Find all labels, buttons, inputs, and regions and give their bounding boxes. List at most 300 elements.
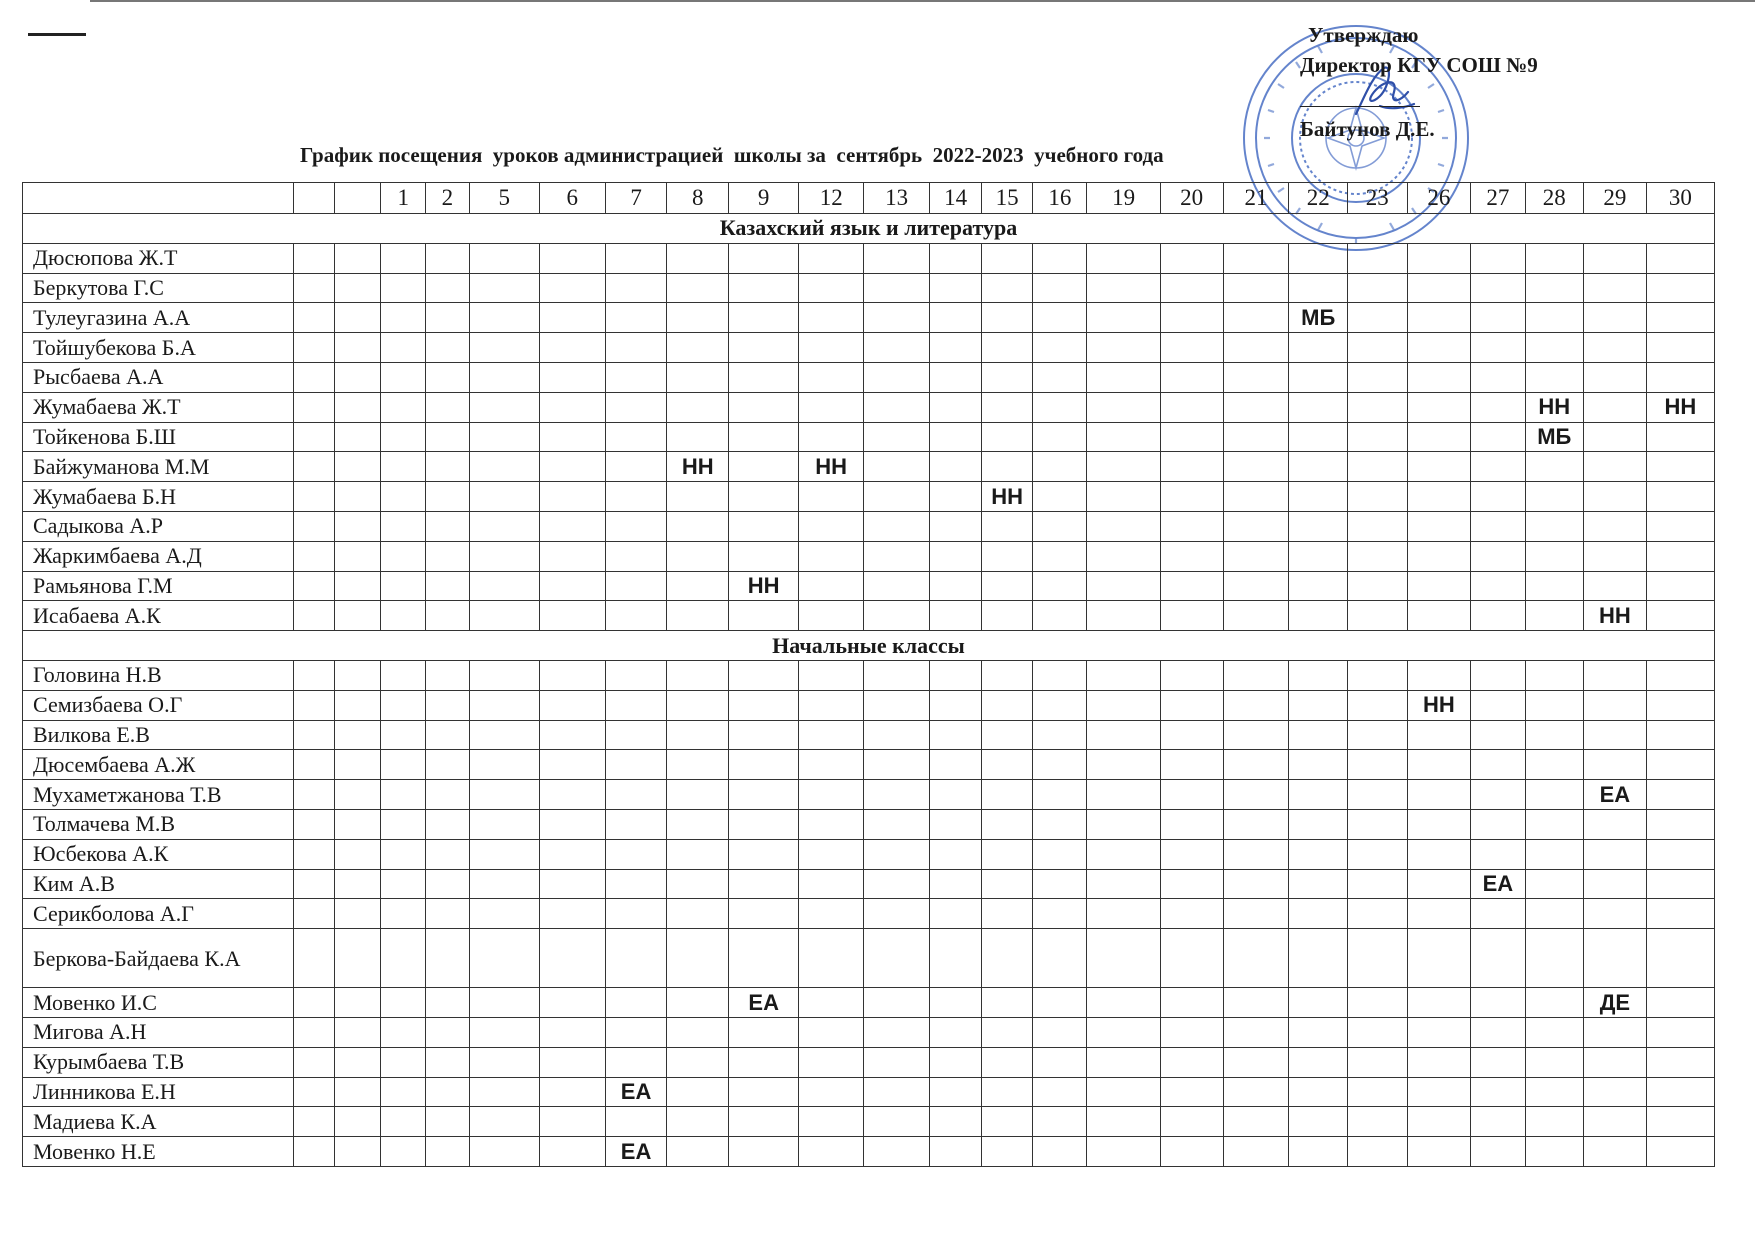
day-cell (469, 422, 539, 452)
day-cell (1087, 660, 1160, 690)
day-cell (294, 392, 334, 422)
teacher-name: Жумабаева Ж.Т (23, 392, 294, 422)
day-cell (982, 809, 1033, 839)
day-cell (1087, 869, 1160, 899)
day-cell (729, 869, 799, 899)
day-cell (729, 303, 799, 333)
day-cell (1471, 809, 1525, 839)
day-cell (426, 988, 470, 1018)
teacher-name: Садыкова А.Р (23, 511, 294, 541)
day-cell (294, 988, 334, 1018)
day-cell (539, 988, 605, 1018)
day-cell (1223, 809, 1289, 839)
visit-mark: ЕА (1584, 780, 1647, 810)
day-cell (864, 243, 930, 273)
day-cell (1223, 899, 1289, 929)
day-cell (799, 839, 864, 869)
day-cell (1471, 839, 1525, 869)
day-cell (294, 333, 334, 363)
visit-schedule-table (22, 182, 1715, 1167)
day-cell (667, 690, 729, 720)
day-cell (426, 362, 470, 392)
day-cell (1087, 750, 1160, 780)
day-cell (1407, 511, 1471, 541)
day-cell (1289, 392, 1347, 422)
day-cell (1087, 511, 1160, 541)
teacher-name: Мигова А.Н (23, 1017, 294, 1047)
day-cell (605, 243, 667, 273)
day-cell (469, 601, 539, 631)
day-cell (799, 243, 864, 273)
day-cell (469, 1017, 539, 1047)
teacher-name: Юсбекова А.К (23, 839, 294, 869)
day-cell (930, 1077, 982, 1107)
day-header-cell: 8 (667, 183, 729, 214)
day-cell (605, 1017, 667, 1047)
day-cell (1087, 333, 1160, 363)
day-cell (1584, 1017, 1647, 1047)
day-cell (1347, 988, 1407, 1018)
teacher-name: Мухаметжанова Т.В (23, 780, 294, 810)
day-cell (605, 392, 667, 422)
day-cell (539, 392, 605, 422)
day-cell (930, 690, 982, 720)
day-header-cell: 1 (381, 183, 426, 214)
teacher-row (23, 601, 1715, 631)
day-cell (982, 780, 1033, 810)
day-cell (799, 571, 864, 601)
day-cell (667, 1077, 729, 1107)
day-cell (539, 780, 605, 810)
day-cell (381, 899, 426, 929)
day-cell (930, 452, 982, 482)
day-cell (1289, 273, 1347, 303)
teacher-name: Беркова-Байдаева К.А (23, 929, 294, 988)
day-cell (1471, 899, 1525, 929)
day-cell (1471, 988, 1525, 1018)
day-cell (799, 1047, 864, 1077)
day-cell (294, 422, 334, 452)
day-cell (426, 422, 470, 452)
day-cell (381, 333, 426, 363)
day-cell (1160, 809, 1223, 839)
day-cell (1347, 511, 1407, 541)
day-cell (426, 660, 470, 690)
day-cell (1471, 660, 1525, 690)
day-cell (334, 333, 381, 363)
day-cell (930, 273, 982, 303)
day-cell (1584, 660, 1647, 690)
day-cell (334, 929, 381, 988)
day-cell (982, 1047, 1033, 1077)
day-cell (1033, 601, 1087, 631)
day-cell (864, 750, 930, 780)
day-cell (1525, 1077, 1583, 1107)
day-cell (667, 541, 729, 571)
day-cell (334, 1107, 381, 1137)
day-cell (1160, 541, 1223, 571)
day-cell (605, 690, 667, 720)
approval-block (1300, 20, 1538, 144)
day-cell (982, 1107, 1033, 1137)
day-cell (539, 511, 605, 541)
day-cell (539, 452, 605, 482)
day-cell (1584, 243, 1647, 273)
day-cell (864, 660, 930, 690)
day-cell (1646, 601, 1714, 631)
teacher-name: Жумабаева Б.Н (23, 482, 294, 512)
day-cell (1223, 690, 1289, 720)
day-cell (1289, 571, 1347, 601)
day-cell (729, 1137, 799, 1167)
day-cell (982, 988, 1033, 1018)
day-cell (426, 511, 470, 541)
visit-mark: ЕА (605, 1077, 667, 1107)
day-cell (1471, 1077, 1525, 1107)
day-cell (1471, 571, 1525, 601)
day-cell (1087, 541, 1160, 571)
day-cell (1525, 362, 1583, 392)
day-cell (729, 690, 799, 720)
day-cell (1525, 690, 1583, 720)
day-cell (982, 243, 1033, 273)
visit-mark: МБ (1289, 303, 1347, 333)
day-cell (1646, 780, 1714, 810)
teacher-row (23, 869, 1715, 899)
day-cell (1347, 780, 1407, 810)
day-cell (426, 1137, 470, 1167)
day-cell (605, 452, 667, 482)
day-cell (1160, 362, 1223, 392)
day-cell (539, 929, 605, 988)
day-cell (1584, 392, 1647, 422)
day-header-cell: 30 (1646, 183, 1714, 214)
day-cell (1407, 1137, 1471, 1167)
day-cell (1033, 988, 1087, 1018)
day-cell (1033, 929, 1087, 988)
day-cell (729, 422, 799, 452)
teacher-row (23, 1017, 1715, 1047)
day-cell (864, 1107, 930, 1137)
day-cell (667, 869, 729, 899)
day-cell (1223, 541, 1289, 571)
day-cell (605, 303, 667, 333)
day-cell (729, 273, 799, 303)
day-cell (1471, 452, 1525, 482)
day-cell (381, 720, 426, 750)
day-cell (426, 1077, 470, 1107)
day-cell (1033, 362, 1087, 392)
day-cell (1584, 1137, 1647, 1167)
day-cell (1646, 869, 1714, 899)
day-cell (1223, 303, 1289, 333)
day-cell (864, 452, 930, 482)
day-cell (469, 482, 539, 512)
day-cell (982, 392, 1033, 422)
day-header-cell: 22 (1289, 183, 1347, 214)
day-cell (1471, 482, 1525, 512)
day-cell (1347, 1017, 1407, 1047)
teacher-name: Головина Н.В (23, 660, 294, 690)
day-cell (1347, 571, 1407, 601)
day-cell (1471, 511, 1525, 541)
day-cell (1033, 482, 1087, 512)
day-cell (1646, 988, 1714, 1018)
day-cell (605, 333, 667, 363)
day-cell (1160, 511, 1223, 541)
day-cell (1289, 988, 1347, 1018)
day-cell (1160, 1077, 1223, 1107)
day-cell (982, 690, 1033, 720)
day-cell (1584, 303, 1647, 333)
day-cell (1033, 780, 1087, 810)
day-cell (864, 809, 930, 839)
day-cell (864, 333, 930, 363)
day-cell (539, 482, 605, 512)
day-cell (930, 750, 982, 780)
day-cell (864, 1137, 930, 1167)
day-cell (1407, 1077, 1471, 1107)
day-header-cell: 5 (469, 183, 539, 214)
day-cell (1646, 809, 1714, 839)
day-cell (1407, 720, 1471, 750)
day-cell (864, 541, 930, 571)
day-cell (1525, 809, 1583, 839)
day-cell (799, 511, 864, 541)
day-cell (799, 422, 864, 452)
teacher-name: Курымбаева Т.В (23, 1047, 294, 1077)
day-cell (1223, 660, 1289, 690)
day-cell (334, 780, 381, 810)
day-cell (1289, 452, 1347, 482)
day-cell (864, 482, 930, 512)
day-cell (1087, 988, 1160, 1018)
day-cell (1223, 571, 1289, 601)
day-cell (426, 571, 470, 601)
day-cell (1033, 452, 1087, 482)
corner-mark (28, 33, 86, 36)
day-cell (1289, 899, 1347, 929)
day-cell (469, 869, 539, 899)
visit-mark: НН (982, 482, 1033, 512)
day-cell (1646, 839, 1714, 869)
day-cell (1407, 839, 1471, 869)
day-cell (1584, 720, 1647, 750)
day-cell (729, 243, 799, 273)
day-cell (1584, 750, 1647, 780)
day-cell (982, 571, 1033, 601)
day-cell (1471, 392, 1525, 422)
day-cell (1223, 452, 1289, 482)
day-cell (1646, 899, 1714, 929)
day-cell (799, 929, 864, 988)
day-cell (1347, 1137, 1407, 1167)
day-cell (1347, 243, 1407, 273)
day-cell (605, 809, 667, 839)
teacher-row (23, 690, 1715, 720)
teacher-name: Дюсембаева А.Ж (23, 750, 294, 780)
day-cell (1223, 1107, 1289, 1137)
day-cell (294, 660, 334, 690)
day-cell (1160, 601, 1223, 631)
day-cell (1646, 362, 1714, 392)
day-cell (1347, 899, 1407, 929)
day-cell (1407, 1047, 1471, 1077)
day-cell (1525, 929, 1583, 988)
day-cell (1223, 1077, 1289, 1107)
day-cell (1407, 988, 1471, 1018)
teacher-row (23, 929, 1715, 988)
day-cell (1289, 929, 1347, 988)
day-cell (864, 1017, 930, 1047)
day-cell (334, 988, 381, 1018)
day-cell (864, 869, 930, 899)
day-cell (1289, 690, 1347, 720)
day-cell (667, 422, 729, 452)
day-cell (1160, 750, 1223, 780)
day-cell (1289, 720, 1347, 750)
day-cell (381, 660, 426, 690)
day-cell (469, 929, 539, 988)
day-cell (1584, 333, 1647, 363)
day-cell (1087, 392, 1160, 422)
day-cell (1160, 690, 1223, 720)
section-row (23, 214, 1715, 244)
teacher-name: Дюсюпова Ж.Т (23, 243, 294, 273)
day-cell (1646, 1137, 1714, 1167)
day-cell (1347, 869, 1407, 899)
day-cell (539, 1137, 605, 1167)
day-header-cell: 26 (1407, 183, 1471, 214)
day-cell (1525, 660, 1583, 690)
day-cell (1525, 988, 1583, 1018)
day-cell (729, 482, 799, 512)
day-cell (1646, 929, 1714, 988)
day-header-cell: 29 (1584, 183, 1647, 214)
teacher-name: Толмачева М.В (23, 809, 294, 839)
day-cell (605, 899, 667, 929)
day-cell (1525, 571, 1583, 601)
signature-line (1300, 80, 1538, 114)
day-cell (1347, 839, 1407, 869)
day-cell (864, 511, 930, 541)
teacher-name: Мовенко И.С (23, 988, 294, 1018)
day-cell (469, 303, 539, 333)
day-cell (667, 571, 729, 601)
day-cell (1033, 422, 1087, 452)
teacher-name: Жаркимбаева А.Д (23, 541, 294, 571)
day-cell (982, 720, 1033, 750)
day-cell (982, 1137, 1033, 1167)
section-title: Начальные классы (23, 631, 1715, 661)
teacher-row (23, 1077, 1715, 1107)
day-cell (1407, 482, 1471, 512)
day-cell (1525, 452, 1583, 482)
day-cell (539, 422, 605, 452)
day-cell (294, 1107, 334, 1137)
day-cell (864, 601, 930, 631)
day-cell (1087, 482, 1160, 512)
day-cell (294, 1137, 334, 1167)
day-cell (1471, 720, 1525, 750)
day-cell (729, 720, 799, 750)
day-cell (1347, 273, 1407, 303)
visit-mark: МБ (1525, 422, 1583, 452)
day-cell (294, 869, 334, 899)
day-cell (1087, 839, 1160, 869)
day-cell (1223, 720, 1289, 750)
day-cell (1033, 571, 1087, 601)
day-cell (334, 541, 381, 571)
day-cell (930, 899, 982, 929)
day-cell (605, 750, 667, 780)
day-cell (667, 1107, 729, 1137)
section-row (23, 631, 1715, 661)
day-cell (930, 541, 982, 571)
day-cell (930, 422, 982, 452)
day-cell (1471, 690, 1525, 720)
day-cell (1160, 839, 1223, 869)
day-cell (1407, 660, 1471, 690)
day-cell (667, 720, 729, 750)
day-cell (982, 541, 1033, 571)
teacher-row (23, 750, 1715, 780)
day-cell (426, 780, 470, 810)
day-cell (982, 273, 1033, 303)
day-cell (930, 780, 982, 810)
day-cell (539, 1047, 605, 1077)
day-cell (729, 899, 799, 929)
day-cell (1087, 780, 1160, 810)
day-cell (729, 1047, 799, 1077)
day-cell (1646, 660, 1714, 690)
day-cell (982, 333, 1033, 363)
day-cell (667, 809, 729, 839)
day-cell (1646, 303, 1714, 333)
day-cell (1223, 750, 1289, 780)
teacher-row (23, 482, 1715, 512)
day-cell (1223, 511, 1289, 541)
day-cell (1471, 1107, 1525, 1137)
day-cell (605, 1107, 667, 1137)
teacher-name: Тойшубекова Б.А (23, 333, 294, 363)
day-cell (1584, 482, 1647, 512)
day-cell (930, 392, 982, 422)
day-cell (334, 392, 381, 422)
day-cell (426, 720, 470, 750)
visit-mark: НН (799, 452, 864, 482)
day-cell (1584, 1107, 1647, 1137)
day-cell (1033, 750, 1087, 780)
day-cell (982, 303, 1033, 333)
day-cell (334, 690, 381, 720)
day-cell (1646, 1017, 1714, 1047)
day-cell (1160, 929, 1223, 988)
teacher-row (23, 571, 1715, 601)
day-cell (334, 452, 381, 482)
day-cell (426, 1047, 470, 1077)
day-cell (930, 601, 982, 631)
day-cell (982, 660, 1033, 690)
day-cell (729, 839, 799, 869)
day-cell (469, 571, 539, 601)
day-cell (667, 899, 729, 929)
day-cell (539, 571, 605, 601)
teacher-row (23, 452, 1715, 482)
day-cell (799, 333, 864, 363)
day-cell (426, 809, 470, 839)
day-cell (1584, 541, 1647, 571)
